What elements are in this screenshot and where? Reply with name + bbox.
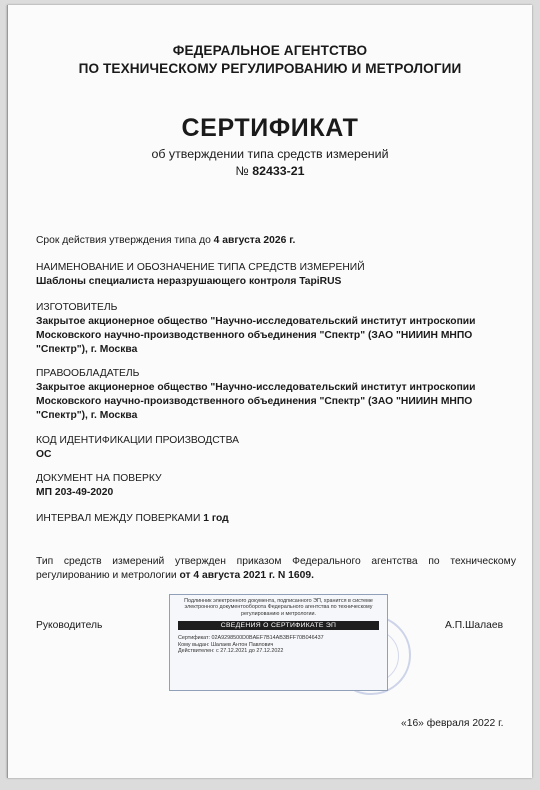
holder-line-3: "Спектр"), г. Москва: [36, 410, 138, 421]
order-text: Тип средств измерений утвержден приказом Федерального агентства по техническому регулированию и метрологии: [36, 556, 516, 581]
holder-line-2: Московского научно-производственного объединения "Спектр" (ЗАО "НИИИН МНПО: [36, 396, 473, 407]
ep-header: СВЕДЕНИЯ О СЕРТИФИКАТЕ ЭП: [178, 621, 379, 630]
certificate-title: СЕРТИФИКАТ: [181, 114, 359, 142]
number-prefix: №: [235, 164, 253, 178]
name-value: Шаблоны специалиста неразрушающего контроля TapiRUS: [36, 276, 342, 287]
validity-line: [36, 234, 516, 248]
ep-certificate: Сертификат: 02A9298500D0BAEF7B14AB3BFF70B046437: [178, 635, 324, 642]
order-date: от 4 августа 2021 г. N 1609.: [179, 570, 314, 581]
code-section: [36, 434, 516, 462]
interval-value: 1 год: [203, 513, 229, 524]
code-value: ОС: [36, 449, 52, 460]
interval-section: [36, 512, 516, 526]
agency-line-2: ПО ТЕХНИЧЕСКОМУ РЕГУЛИРОВАНИЮ И МЕТРОЛОГИИ: [78, 61, 462, 76]
verification-doc-label: ДОКУМЕНТ НА ПОВЕРКУ: [36, 473, 162, 484]
approval-order: [36, 555, 516, 583]
manufacturer-line-3: "Спектр"), г. Москва: [36, 344, 138, 355]
interval-label: ИНТЕРВАЛ МЕЖДУ ПОВЕРКАМИ: [36, 513, 204, 524]
signature-date: «16» февраля 2022 г.: [401, 718, 504, 729]
agency-header: [8, 42, 532, 78]
agency-line-1: ФЕДЕРАЛЬНОЕ АГЕНТСТВО: [172, 43, 368, 58]
manufacturer-section: [36, 301, 516, 357]
name-label: НАИМЕНОВАНИЕ И ОБОЗНАЧЕНИЕ ТИПА СРЕДСТВ ИЗМЕРЕНИЙ: [36, 262, 365, 273]
verification-doc-value: МП 203-49-2020: [36, 487, 114, 498]
code-label: КОД ИДЕНТИФИКАЦИИ ПРОИЗВОДСТВА: [36, 435, 239, 446]
name-section: [36, 261, 516, 289]
validity-label: Срок действия утверждения типа до: [36, 235, 214, 246]
signer-role: Руководитель: [36, 620, 103, 631]
holder-section: [36, 367, 516, 423]
ep-validity: Действителен: с 27.12.2021 до 27.12.2022: [178, 648, 284, 655]
manufacturer-line-2: Московского научно-производственного объединения "Спектр" (ЗАО "НИИИН МНПО: [36, 330, 473, 341]
holder-label: ПРАВООБЛАДАТЕЛЬ: [36, 368, 140, 379]
ep-note: Подлинник электронного документа, подписанного ЭП, хранится в системе электронного документооборота Федерального агентства по техническому регулированию и метрологии.: [184, 598, 373, 617]
signer-name: А.П.Шалаев: [445, 620, 504, 631]
electronic-signature-block: [169, 594, 388, 691]
manufacturer-label: ИЗГОТОВИТЕЛЬ: [36, 302, 118, 313]
holder-line-1: Закрытое акционерное общество "Научно-исследовательский институт интроскопии: [36, 382, 476, 393]
manufacturer-line-1: Закрытое акционерное общество "Научно-исследовательский институт интроскопии: [36, 316, 476, 327]
ep-details: [170, 630, 387, 654]
ep-issued-to: Кому выдан: Шалаев Антон Павлович: [178, 641, 274, 648]
subtitle-text: об утверждении типа средств измерений: [151, 147, 389, 161]
certificate-subtitle: [8, 146, 532, 180]
certificate-number-line: [8, 163, 532, 180]
certificate-page: [7, 5, 532, 778]
verification-doc-section: [36, 472, 516, 500]
certificate-number: 82433-21: [252, 164, 305, 178]
validity-date: 4 августа 2026 г.: [213, 235, 296, 246]
